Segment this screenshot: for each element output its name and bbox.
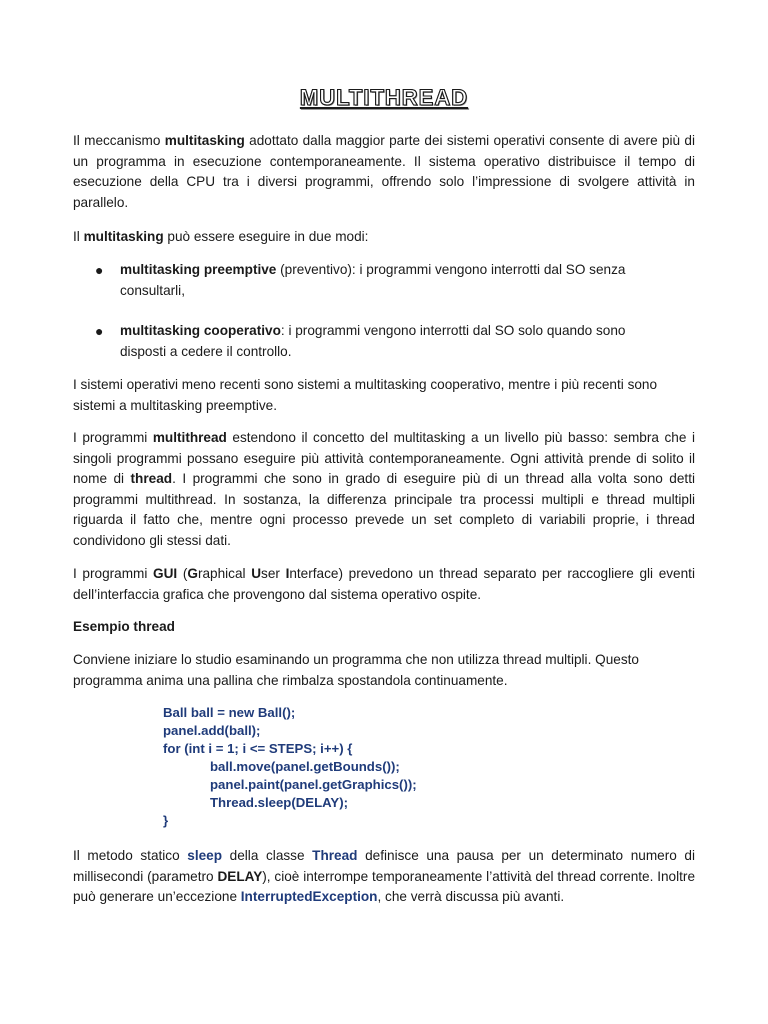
- paragraph-multitasking-intro: [73, 131, 695, 213]
- p7-bold-delay: DELAY: [217, 868, 263, 884]
- p5-text-4: ser: [261, 566, 286, 581]
- p1-text-2: adottato dalla maggior parte dei sistemi operativi consente di avere più di un programma in esecuzione contemporaneamente. Il sistema operativo distribuisce il tempo di esecuzione della CPU tra i diversi programmi, offrendo solo l’impressione di svolgere attività in parallelo.: [73, 133, 696, 210]
- p5-bold-g: G: [187, 566, 198, 581]
- p4-text-3: . I programmi che sono in grado di eseguire più di un thread alla volta sono detti programmi multithread. In sostanza, la differenza principale tra processi multipli e thread multipli riguarda il fatto che, mentre ogni processo prevede un set completo di variabili proprie, i thread condividono gli stessi dati.: [73, 471, 696, 548]
- p7-text-5: , che verrà discussa più avanti.: [377, 889, 565, 904]
- p5-text-5: nterface) prevedono un thread separato per raccogliere gli eventi dell’interfaccia grafica che provengono dal sistema operativo ospite.: [73, 566, 695, 602]
- code-line: ball.move(panel.getBounds());: [210, 759, 400, 774]
- p4-bold-1: multithread: [152, 430, 227, 445]
- list-item-rest: : i programmi vengono interrotti dal SO solo quando sono disposti a cedere il controllo.: [120, 323, 626, 359]
- code-line: Thread.sleep(DELAY);: [210, 795, 349, 810]
- list-item-rest: (preventivo): i programmi vengono interrotti dal SO senza consultarli,: [120, 262, 626, 298]
- paragraph-sleep: [73, 846, 695, 908]
- p1-text-1: Il meccanismo: [73, 133, 165, 148]
- bullet-icon: ●: [95, 262, 104, 278]
- p1-bold-1: multitasking: [164, 133, 245, 148]
- paragraph-example-intro: Conviene iniziare lo studio esaminando un programma che non utilizza thread multipli. Questo programma anima una pallina che rimbalza spostandola continuamente.: [73, 652, 639, 688]
- code-keyword-exception: InterruptedException: [240, 889, 378, 904]
- section-heading: Esempio thread: [73, 619, 175, 634]
- p2-text-1: Il: [73, 229, 84, 244]
- list-item-bold: multitasking preemptive: [120, 262, 277, 277]
- paragraph-cooperative: I sistemi operativi meno recenti sono sistemi a multitasking cooperativo, mentre i più recenti sono sistemi a multitasking preemptive.: [73, 377, 658, 413]
- p7-text-4: ), cioè interrompe temporaneamente l’attività del thread corrente. Inoltre può generare un’eccezione: [73, 868, 696, 904]
- paragraph-modes: [73, 227, 695, 248]
- code-line: panel.add(ball);: [163, 723, 261, 738]
- code-line: Ball ball = new Ball();: [163, 705, 296, 720]
- p5-bold-u: U: [251, 566, 262, 581]
- list-item-bold: multitasking cooperativo: [120, 323, 281, 338]
- paragraph-gui: [73, 564, 695, 605]
- p5-text-3: raphical: [197, 566, 252, 581]
- paragraph-multithread: [73, 428, 695, 551]
- p7-text-2: della classe: [222, 848, 313, 863]
- p7-text-3: definisce una pausa per un determinato numero di millisecondi (parametro: [73, 848, 695, 884]
- p7-text-1: Il metodo statico: [73, 848, 188, 863]
- code-line: panel.paint(panel.getGraphics());: [210, 777, 417, 792]
- code-keyword-thread: Thread: [312, 848, 358, 863]
- code-line: }: [163, 813, 169, 828]
- p5-text-1: I programmi: [73, 566, 154, 581]
- p5-bold-gui: GUI: [153, 566, 178, 581]
- page-title: MULTITHREAD: [299, 85, 469, 110]
- p5-bold-i: I: [285, 566, 290, 581]
- p4-text-1: I programmi: [73, 430, 153, 445]
- bullet-icon: ●: [95, 323, 104, 339]
- code-line: for (int i = 1; i <= STEPS; i++) {: [163, 741, 353, 756]
- p2-text-2: può essere eseguire in due modi:: [163, 229, 369, 244]
- list-item-text: [120, 321, 655, 362]
- p4-bold-2: thread: [130, 471, 173, 486]
- code-keyword-sleep: sleep: [187, 848, 223, 863]
- p4-text-2: estendono il concetto del multitasking a un livello più basso: sembra che i singoli programmi possano eseguire più attività contemporaneamente. Ogni attività prende di solito il nome di: [73, 430, 695, 486]
- code-block: [163, 704, 583, 830]
- list-item-text: [120, 260, 655, 301]
- p5-text-2: (: [177, 566, 188, 581]
- p2-bold-1: multitasking: [83, 229, 164, 244]
